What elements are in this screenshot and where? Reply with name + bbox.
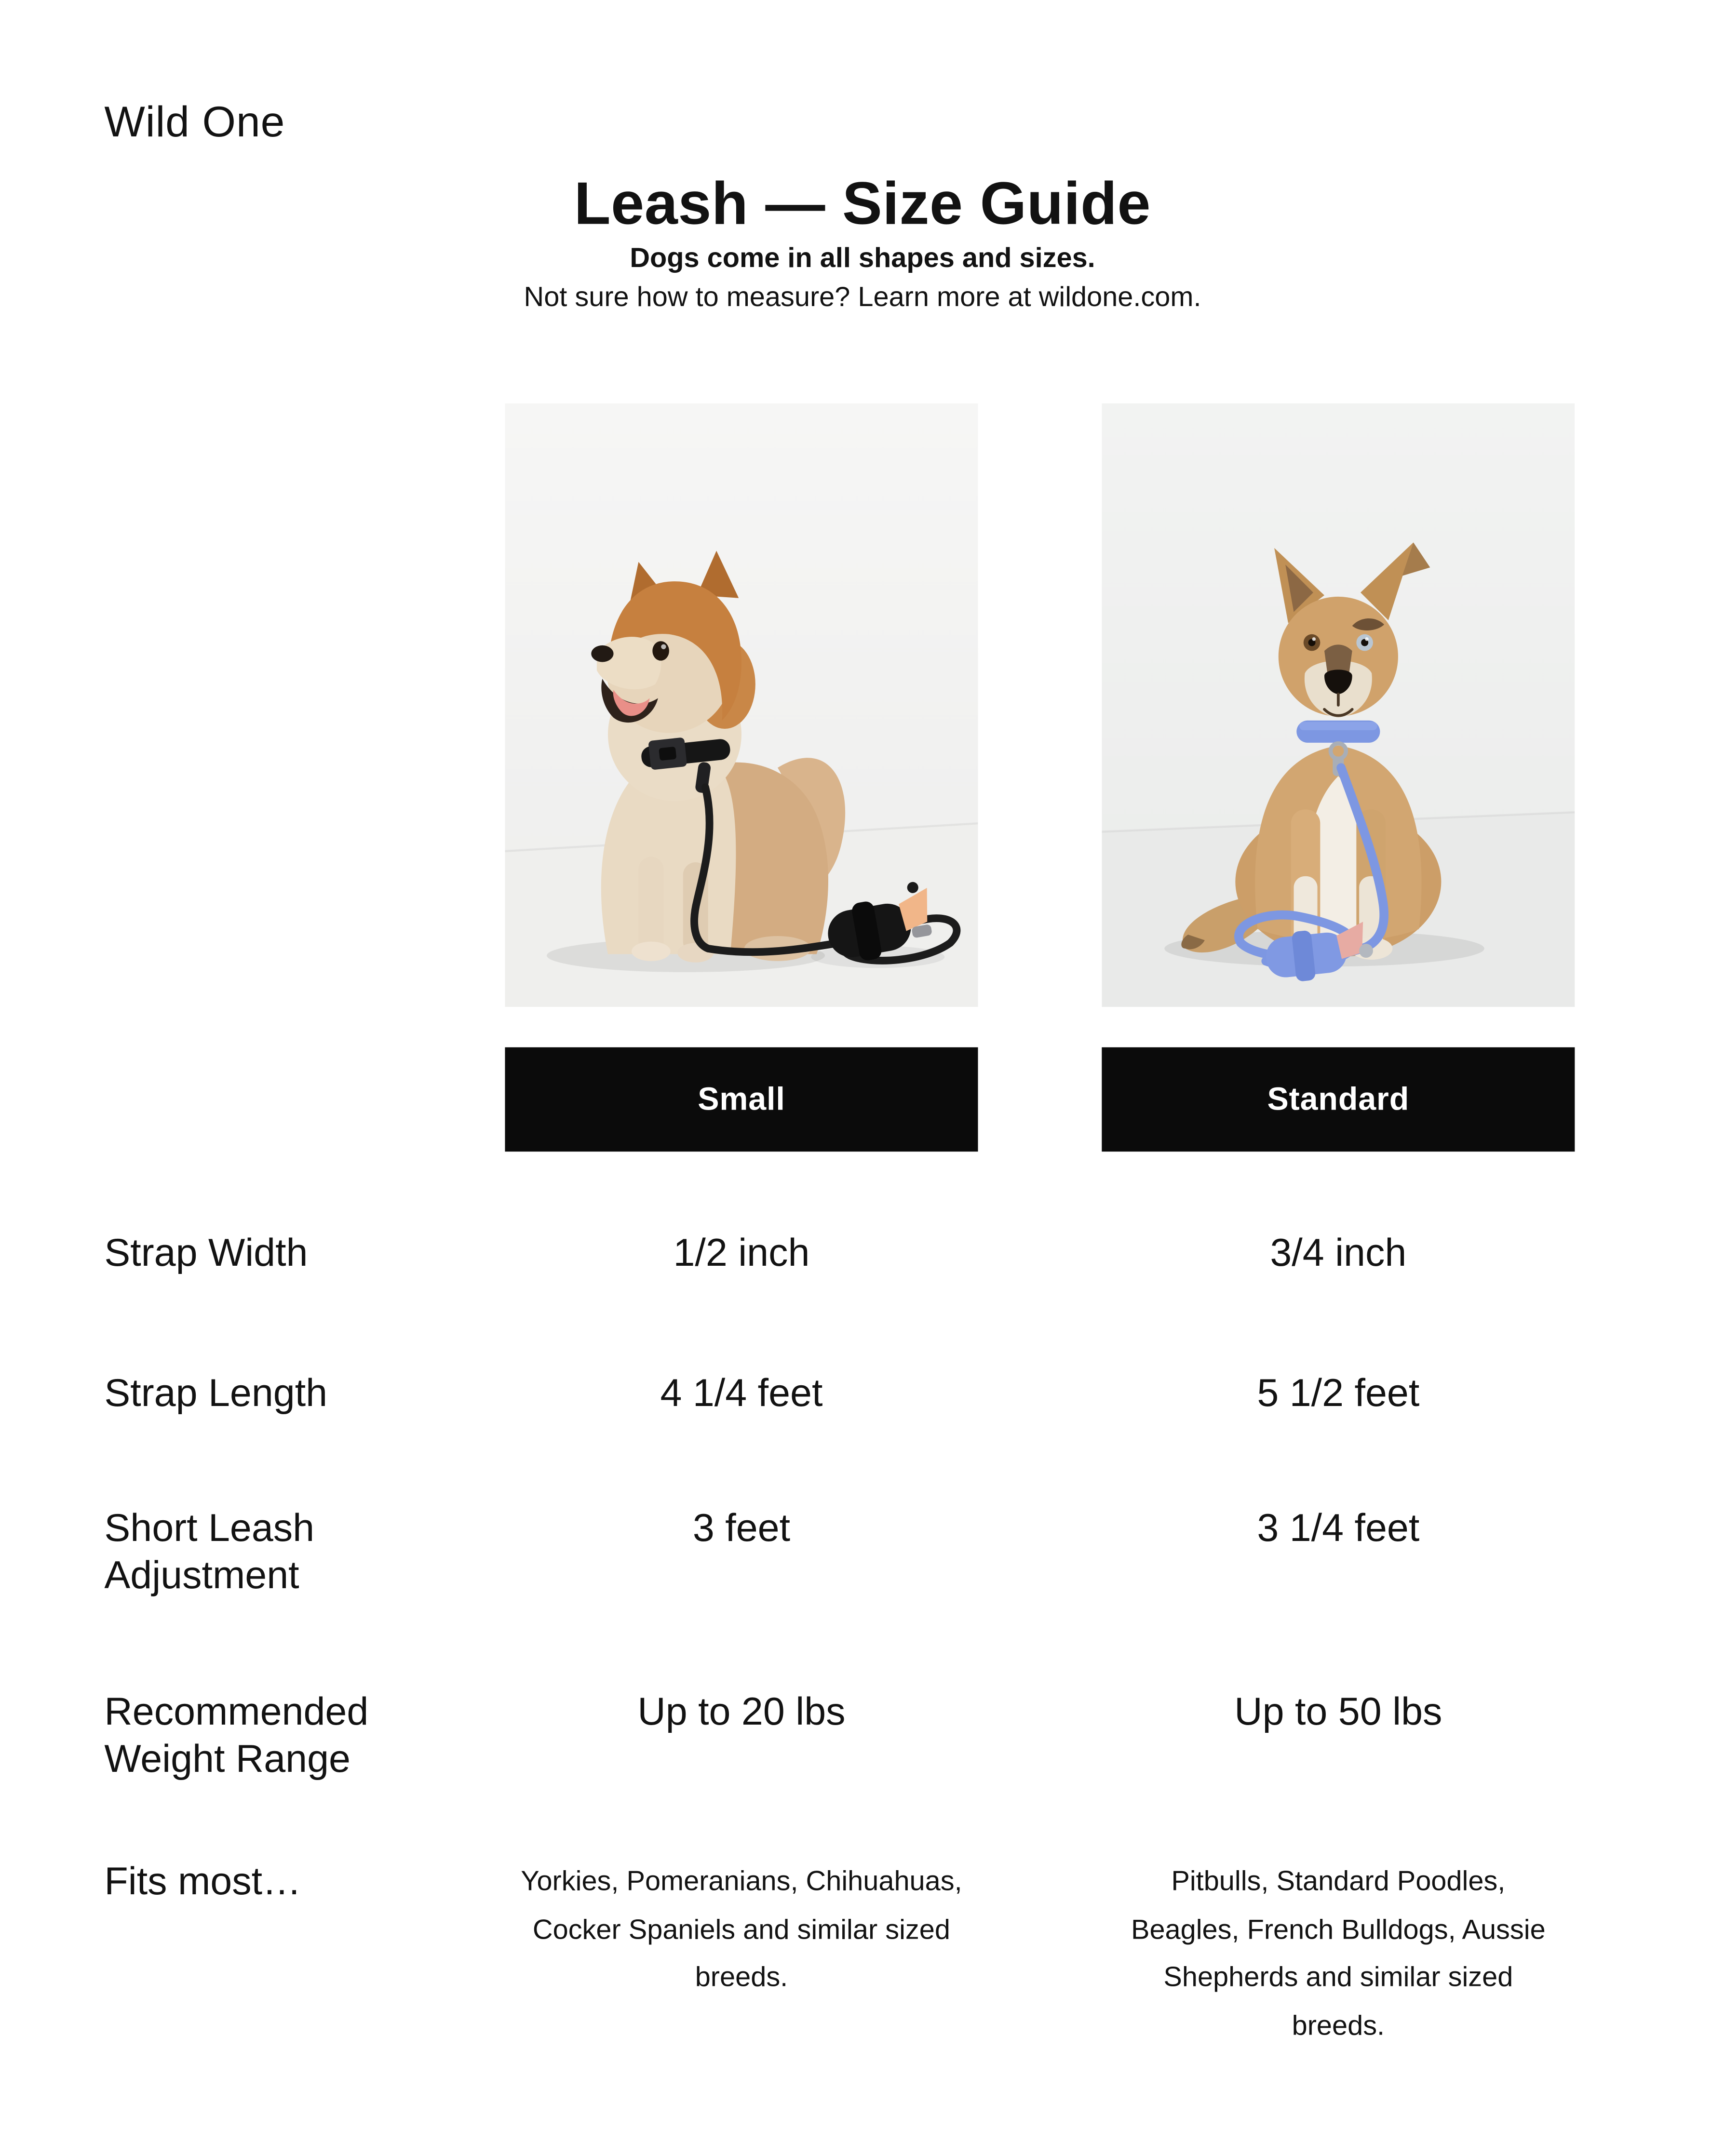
spec-value-standard: Up to 50 lbs <box>1234 1689 1442 1733</box>
spec-value-small: 3 feet <box>692 1506 791 1550</box>
pomeranian-with-black-leash-illustration <box>505 403 978 1007</box>
spec-label: Strap Width <box>104 1231 308 1274</box>
spec-value-standard: 3/4 inch <box>1270 1231 1407 1274</box>
subtitle-bold: Dogs come in all shapes and sizes. <box>630 243 1095 274</box>
spec-value-standard: 5 1/2 feet <box>1257 1371 1420 1415</box>
standard-dog-photo <box>1102 403 1575 1007</box>
page-title: Leash — Size Guide <box>574 171 1151 238</box>
spec-label: Short Leash Adjustment <box>104 1506 315 1597</box>
mixed-breed-with-blue-leash-illustration <box>1102 403 1575 1007</box>
spec-value-small: Up to 20 lbs <box>637 1689 846 1733</box>
wild-one-logo: Wild One <box>104 97 285 146</box>
spec-value-small: 1/2 inch <box>673 1231 810 1274</box>
spec-value-small: Yorkies, Pomeranians, Chihuahuas, Cocker Spaniels and similar sized breeds. <box>521 1866 962 1993</box>
spec-label: Strap Length <box>104 1371 328 1415</box>
small-dog-photo <box>505 403 978 1007</box>
spec-value-standard: 3 1/4 feet <box>1257 1506 1420 1550</box>
size-header-standard <box>1102 1047 1575 1152</box>
spec-label: Recommended Weight Range <box>104 1689 369 1781</box>
size-header-standard-label: Standard <box>1267 1081 1410 1117</box>
spec-label: Fits most… <box>104 1859 301 1903</box>
dog-nose <box>591 645 613 662</box>
size-header-small <box>505 1047 978 1152</box>
subtitle-measure-hint: Not sure how to measure? Learn more at wildone.com. <box>524 282 1201 313</box>
spec-value-standard: Pitbulls, Standard Poodles, Beagles, French Bulldogs, Aussie Shepherds and similar sized breeds. <box>1131 1866 1546 2041</box>
size-header-small-label: Small <box>698 1081 785 1117</box>
spec-value-small: 4 1/4 feet <box>660 1371 823 1415</box>
dog-eye <box>652 641 669 660</box>
